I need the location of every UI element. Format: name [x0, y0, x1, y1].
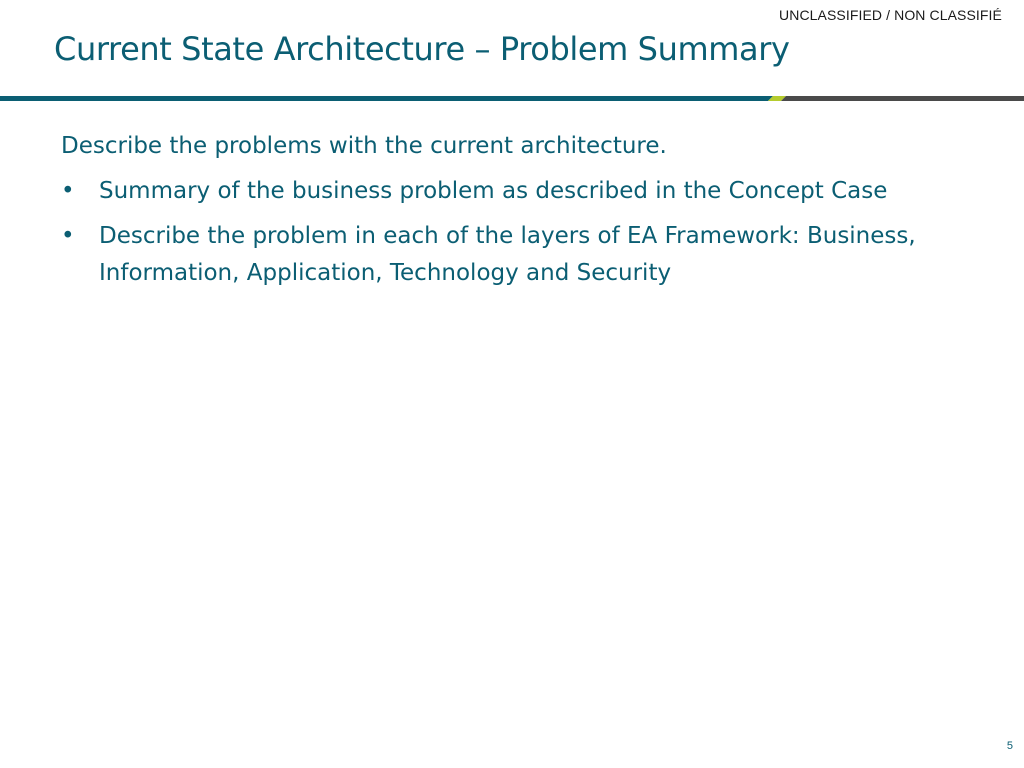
- bullet-list: [61, 173, 981, 292]
- divider-primary-segment: [0, 96, 773, 101]
- page-number: 5: [1006, 740, 1013, 752]
- intro-text: Describe the problems with the current architecture.: [61, 133, 667, 159]
- divider-secondary-segment: [781, 96, 1024, 101]
- bullet-item: [61, 218, 981, 292]
- slide-title: Current State Architecture – Problem Summary: [54, 30, 790, 68]
- bullet-icon: •: [61, 178, 75, 204]
- header-divider-graphic: [0, 96, 1024, 101]
- bullet-text: Summary of the business problem as described in the Concept Case: [99, 178, 888, 204]
- bullet-item: [61, 173, 981, 210]
- header-divider: [0, 96, 1024, 101]
- bullet-icon: •: [61, 223, 75, 249]
- classification-label: UNCLASSIFIED / NON CLASSIFIÉ: [779, 7, 1002, 23]
- slide-body: [61, 128, 981, 300]
- bullet-text: Describe the problem in each of the layers of EA Framework: Business, Information, Application, Technology and Security: [99, 223, 916, 286]
